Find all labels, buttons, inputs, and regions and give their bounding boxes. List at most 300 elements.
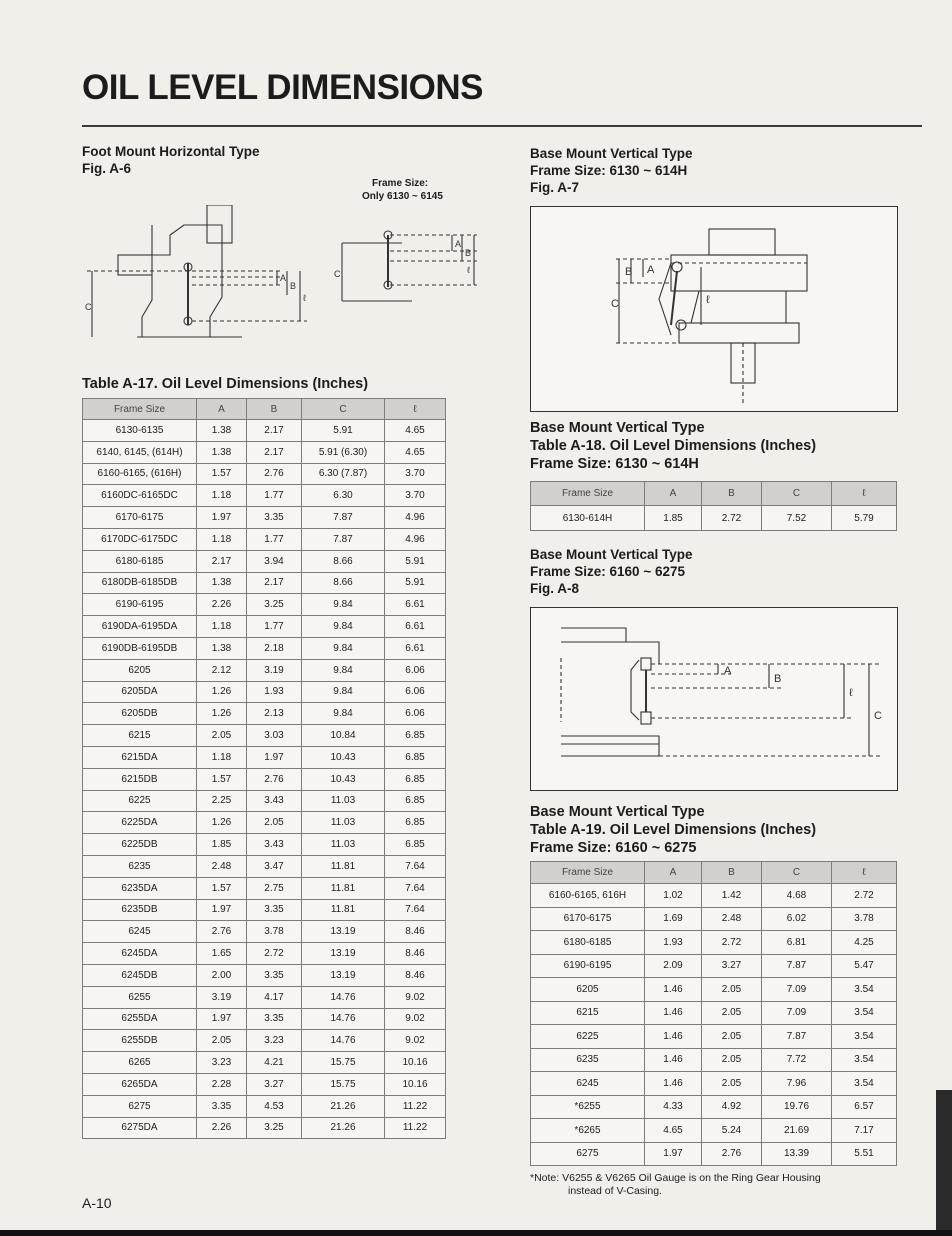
cell-b: 1.97 bbox=[247, 746, 302, 768]
col-l: ℓ bbox=[385, 399, 446, 420]
fig-a8-c-label: C bbox=[874, 710, 882, 722]
fig-a6-small-c-label: C bbox=[334, 269, 341, 279]
cell-l: 5.51 bbox=[832, 1142, 897, 1166]
cell-c: 13.39 bbox=[762, 1142, 832, 1166]
cell-l: 3.54 bbox=[832, 978, 897, 1002]
cell-l: 6.85 bbox=[385, 812, 446, 834]
table-row bbox=[531, 931, 897, 955]
cell-a: 1.46 bbox=[645, 1048, 702, 1072]
col-c: C bbox=[302, 399, 385, 420]
page-edge-shadow bbox=[936, 1090, 952, 1236]
table-row bbox=[83, 1008, 446, 1030]
table-row bbox=[83, 616, 446, 638]
cell-a: 1.97 bbox=[645, 1142, 702, 1166]
cell-a: 1.69 bbox=[645, 907, 702, 931]
table-row bbox=[83, 812, 446, 834]
cell-l: 8.46 bbox=[385, 964, 446, 986]
cell-b: 4.17 bbox=[247, 986, 302, 1008]
cell-l: 4.65 bbox=[385, 441, 446, 463]
cell-frame-size: 6180-6185 bbox=[83, 550, 197, 572]
cell-b: 3.43 bbox=[247, 834, 302, 856]
cell-b: 3.35 bbox=[247, 964, 302, 986]
cell-frame-size: 6235DA bbox=[83, 877, 197, 899]
fig-a6-small-a-label: A bbox=[455, 239, 462, 249]
table-row bbox=[83, 1052, 446, 1074]
table-row bbox=[83, 964, 446, 986]
cell-a: 4.33 bbox=[645, 1095, 702, 1119]
cell-c: 9.84 bbox=[302, 659, 385, 681]
cell-b: 2.48 bbox=[702, 907, 762, 931]
cell-b: 2.76 bbox=[702, 1142, 762, 1166]
cell-c: 7.87 bbox=[762, 1025, 832, 1049]
table-row bbox=[83, 681, 446, 703]
cell-b: 3.25 bbox=[247, 594, 302, 616]
table-row bbox=[83, 550, 446, 572]
cell-frame-size: 6205DA bbox=[83, 681, 197, 703]
cell-c: 11.03 bbox=[302, 812, 385, 834]
cell-frame-size: 6235 bbox=[531, 1048, 645, 1072]
fig-a7-drawing bbox=[530, 206, 898, 412]
cell-a: 1.38 bbox=[197, 441, 247, 463]
cell-b: 2.72 bbox=[702, 931, 762, 955]
cell-a: 1.18 bbox=[197, 485, 247, 507]
table-row bbox=[83, 1117, 446, 1139]
cell-b: 1.77 bbox=[247, 485, 302, 507]
table-row bbox=[83, 659, 446, 681]
cell-b: 4.92 bbox=[702, 1095, 762, 1119]
cell-c: 9.84 bbox=[302, 637, 385, 659]
cell-l: 10.16 bbox=[385, 1052, 446, 1074]
cell-frame-size: 6235DB bbox=[83, 899, 197, 921]
cell-l: 4.25 bbox=[832, 931, 897, 955]
cell-frame-size: 6190-6195 bbox=[531, 954, 645, 978]
table-row bbox=[83, 485, 446, 507]
cell-l: 7.64 bbox=[385, 855, 446, 877]
cell-a: 1.85 bbox=[197, 834, 247, 856]
cell-l: 6.85 bbox=[385, 768, 446, 790]
cell-frame-size: 6130-614H bbox=[531, 506, 645, 531]
fig-a6-a-label: A bbox=[280, 273, 287, 283]
cell-a: 1.46 bbox=[645, 1001, 702, 1025]
table-row bbox=[83, 1095, 446, 1117]
cell-c: 10.84 bbox=[302, 725, 385, 747]
cell-l: 6.85 bbox=[385, 834, 446, 856]
cell-l: 5.91 bbox=[385, 550, 446, 572]
table-a17-title: Table A-17. Oil Level Dimensions (Inches) bbox=[82, 376, 369, 392]
cell-a: 1.57 bbox=[197, 463, 247, 485]
cell-frame-size: 6130-6135 bbox=[83, 420, 197, 442]
cell-frame-size: 6205 bbox=[531, 978, 645, 1002]
cell-b: 3.47 bbox=[247, 855, 302, 877]
cell-l: 3.78 bbox=[832, 907, 897, 931]
cell-frame-size: 6245DA bbox=[83, 943, 197, 965]
cell-b: 1.42 bbox=[702, 884, 762, 908]
table-a19-type: Base Mount Vertical Type bbox=[530, 804, 705, 820]
cell-c: 13.19 bbox=[302, 943, 385, 965]
cell-b: 3.43 bbox=[247, 790, 302, 812]
fig-a7-l-label: ℓ bbox=[706, 294, 710, 306]
fig-a8-frame: Frame Size: 6160 ~ 6275 bbox=[530, 564, 685, 579]
cell-l: 6.85 bbox=[385, 725, 446, 747]
cell-a: 1.18 bbox=[197, 616, 247, 638]
frame-size-range: Only 6130 ~ 6145 bbox=[362, 191, 443, 202]
table-a18-title: Table A-18. Oil Level Dimensions (Inches) bbox=[530, 438, 817, 454]
cell-c: 5.91 (6.30) bbox=[302, 441, 385, 463]
table-row bbox=[531, 978, 897, 1002]
col-frame-size: Frame Size bbox=[83, 399, 197, 420]
cell-a: 2.26 bbox=[197, 1117, 247, 1139]
table-row bbox=[83, 572, 446, 594]
col-frame-size: Frame Size bbox=[531, 482, 645, 506]
cell-l: 7.17 bbox=[832, 1119, 897, 1143]
cell-frame-size: 6190DA-6195DA bbox=[83, 616, 197, 638]
cell-frame-size: 6215DB bbox=[83, 768, 197, 790]
cell-b: 1.77 bbox=[247, 528, 302, 550]
table-row bbox=[83, 1030, 446, 1052]
cell-frame-size: 6180-6185 bbox=[531, 931, 645, 955]
cell-frame-size: 6265 bbox=[83, 1052, 197, 1074]
col-a: A bbox=[645, 482, 702, 506]
fig-a6-small-l-label: ℓ bbox=[467, 265, 470, 275]
cell-frame-size: 6170DC-6175DC bbox=[83, 528, 197, 550]
cell-c: 14.76 bbox=[302, 986, 385, 1008]
cell-l: 3.54 bbox=[832, 1072, 897, 1096]
cell-frame-size: 6225DB bbox=[83, 834, 197, 856]
table-row bbox=[83, 441, 446, 463]
cell-a: 1.46 bbox=[645, 1025, 702, 1049]
cell-b: 2.17 bbox=[247, 420, 302, 442]
table-row bbox=[83, 746, 446, 768]
table-row bbox=[531, 1025, 897, 1049]
table-row bbox=[83, 725, 446, 747]
cell-c: 15.75 bbox=[302, 1052, 385, 1074]
cell-l: 6.06 bbox=[385, 703, 446, 725]
cell-c: 7.96 bbox=[762, 1072, 832, 1096]
cell-a: 1.26 bbox=[197, 812, 247, 834]
cell-a: 2.09 bbox=[645, 954, 702, 978]
fig-a7-frame: Frame Size: 6130 ~ 614H bbox=[530, 163, 688, 178]
cell-b: 3.94 bbox=[247, 550, 302, 572]
cell-frame-size: 6170-6175 bbox=[531, 907, 645, 931]
table-row bbox=[83, 507, 446, 529]
cell-b: 2.05 bbox=[702, 1001, 762, 1025]
cell-l: 4.65 bbox=[385, 420, 446, 442]
cell-frame-size: 6160-6165, 616H bbox=[531, 884, 645, 908]
cell-c: 7.87 bbox=[302, 528, 385, 550]
cell-frame-size: 6255 bbox=[83, 986, 197, 1008]
cell-a: 2.48 bbox=[197, 855, 247, 877]
title-divider bbox=[82, 125, 922, 127]
fig-a6-l-label: ℓ bbox=[303, 293, 306, 303]
cell-b: 2.17 bbox=[247, 572, 302, 594]
table-a18-frame: Frame Size: 6130 ~ 614H bbox=[530, 456, 699, 472]
cell-a: 2.76 bbox=[197, 921, 247, 943]
cell-a: 1.38 bbox=[197, 420, 247, 442]
cell-c: 11.03 bbox=[302, 790, 385, 812]
fig-a8-b-label: B bbox=[774, 673, 782, 685]
cell-l: 4.96 bbox=[385, 507, 446, 529]
col-a: A bbox=[197, 399, 247, 420]
cell-l: 6.61 bbox=[385, 594, 446, 616]
table-row bbox=[83, 768, 446, 790]
table-a18 bbox=[530, 481, 897, 531]
cell-b: 4.21 bbox=[247, 1052, 302, 1074]
cell-frame-size: 6140, 6145, (614H) bbox=[83, 441, 197, 463]
cell-l: 9.02 bbox=[385, 1030, 446, 1052]
fig-a6-small-b-label: B bbox=[465, 248, 472, 258]
fig-a7-type: Base Mount Vertical Type bbox=[530, 146, 693, 161]
table-row bbox=[531, 506, 897, 531]
cell-c: 15.75 bbox=[302, 1073, 385, 1095]
cell-c: 6.81 bbox=[762, 931, 832, 955]
cell-l: 6.06 bbox=[385, 659, 446, 681]
cell-b: 4.53 bbox=[247, 1095, 302, 1117]
page-number: A-10 bbox=[82, 1195, 112, 1211]
fig-a6-c-label: C bbox=[85, 302, 92, 312]
cell-a: 1.57 bbox=[197, 877, 247, 899]
table-row bbox=[83, 790, 446, 812]
table-row bbox=[531, 954, 897, 978]
cell-l: 7.64 bbox=[385, 899, 446, 921]
cell-c: 7.87 bbox=[302, 507, 385, 529]
cell-c: 21.26 bbox=[302, 1095, 385, 1117]
cell-frame-size: 6245 bbox=[531, 1072, 645, 1096]
table-row bbox=[531, 1142, 897, 1166]
gauge-note-line2: instead of V-Casing. bbox=[568, 1185, 662, 1197]
table-row bbox=[531, 1001, 897, 1025]
cell-b: 3.35 bbox=[247, 899, 302, 921]
gauge-note-line1: *Note: V6255 & V6265 Oil Gauge is on the Ring Gear Housing bbox=[530, 1172, 821, 1184]
cell-c: 9.84 bbox=[302, 616, 385, 638]
cell-frame-size: *6265 bbox=[531, 1119, 645, 1143]
cell-b: 3.35 bbox=[247, 507, 302, 529]
cell-frame-size: *6255 bbox=[531, 1095, 645, 1119]
cell-b: 1.93 bbox=[247, 681, 302, 703]
cell-c: 6.30 (7.87) bbox=[302, 463, 385, 485]
cell-l: 9.02 bbox=[385, 1008, 446, 1030]
cell-l: 11.22 bbox=[385, 1117, 446, 1139]
cell-frame-size: 6225 bbox=[531, 1025, 645, 1049]
table-row bbox=[83, 899, 446, 921]
cell-a: 2.28 bbox=[197, 1073, 247, 1095]
cell-a: 2.00 bbox=[197, 964, 247, 986]
cell-b: 3.19 bbox=[247, 659, 302, 681]
cell-a: 1.18 bbox=[197, 528, 247, 550]
col-b: B bbox=[702, 862, 762, 884]
cell-l: 8.46 bbox=[385, 921, 446, 943]
cell-b: 2.18 bbox=[247, 637, 302, 659]
cell-c: 13.19 bbox=[302, 964, 385, 986]
table-row bbox=[83, 986, 446, 1008]
col-b: B bbox=[702, 482, 762, 506]
cell-l: 3.70 bbox=[385, 485, 446, 507]
cell-c: 11.03 bbox=[302, 834, 385, 856]
cell-b: 5.24 bbox=[702, 1119, 762, 1143]
cell-a: 2.26 bbox=[197, 594, 247, 616]
cell-c: 11.81 bbox=[302, 877, 385, 899]
col-a: A bbox=[645, 862, 702, 884]
cell-frame-size: 6275 bbox=[83, 1095, 197, 1117]
fig-a6-type: Foot Mount Horizontal Type bbox=[82, 144, 260, 159]
cell-frame-size: 6205 bbox=[83, 659, 197, 681]
cell-b: 2.05 bbox=[702, 1048, 762, 1072]
table-row bbox=[531, 907, 897, 931]
cell-c: 8.66 bbox=[302, 550, 385, 572]
cell-l: 3.70 bbox=[385, 463, 446, 485]
gauge-note bbox=[530, 1172, 896, 1198]
cell-a: 2.12 bbox=[197, 659, 247, 681]
table-a19-frame: Frame Size: 6160 ~ 6275 bbox=[530, 840, 697, 856]
cell-a: 1.97 bbox=[197, 899, 247, 921]
cell-c: 10.43 bbox=[302, 768, 385, 790]
cell-b: 2.72 bbox=[702, 506, 762, 531]
cell-b: 3.27 bbox=[247, 1073, 302, 1095]
table-row bbox=[83, 594, 446, 616]
cell-b: 2.17 bbox=[247, 441, 302, 463]
table-row bbox=[83, 528, 446, 550]
table-row bbox=[531, 884, 897, 908]
cell-c: 10.43 bbox=[302, 746, 385, 768]
cell-a: 2.05 bbox=[197, 725, 247, 747]
cell-c: 7.09 bbox=[762, 1001, 832, 1025]
cell-l: 6.85 bbox=[385, 790, 446, 812]
cell-a: 1.93 bbox=[645, 931, 702, 955]
cell-c: 21.69 bbox=[762, 1119, 832, 1143]
cell-l: 5.91 bbox=[385, 572, 446, 594]
cell-frame-size: 6190DB-6195DB bbox=[83, 637, 197, 659]
cell-b: 2.72 bbox=[247, 943, 302, 965]
fig-a7-a-label: A bbox=[647, 264, 655, 276]
col-c: C bbox=[762, 482, 832, 506]
cell-b: 2.05 bbox=[702, 1025, 762, 1049]
cell-l: 5.79 bbox=[832, 506, 897, 531]
cell-l: 6.57 bbox=[832, 1095, 897, 1119]
table-row bbox=[531, 1048, 897, 1072]
cell-a: 1.38 bbox=[197, 572, 247, 594]
table-row bbox=[83, 463, 446, 485]
cell-a: 2.05 bbox=[197, 1030, 247, 1052]
table-row bbox=[83, 834, 446, 856]
table-a18-type: Base Mount Vertical Type bbox=[530, 420, 705, 436]
fig-a7-c-label: C bbox=[611, 298, 619, 310]
page-title: OIL LEVEL DIMENSIONS bbox=[82, 68, 483, 107]
cell-a: 1.46 bbox=[645, 1072, 702, 1096]
table-row bbox=[83, 855, 446, 877]
cell-c: 8.66 bbox=[302, 572, 385, 594]
table-row bbox=[83, 943, 446, 965]
cell-frame-size: 6225 bbox=[83, 790, 197, 812]
cell-b: 2.13 bbox=[247, 703, 302, 725]
cell-c: 6.02 bbox=[762, 907, 832, 931]
table-row bbox=[83, 921, 446, 943]
cell-a: 1.65 bbox=[197, 943, 247, 965]
table-row bbox=[83, 703, 446, 725]
cell-c: 6.30 bbox=[302, 485, 385, 507]
cell-frame-size: 6180DB-6185DB bbox=[83, 572, 197, 594]
cell-c: 11.81 bbox=[302, 899, 385, 921]
cell-l: 6.06 bbox=[385, 681, 446, 703]
cell-frame-size: 6225DA bbox=[83, 812, 197, 834]
table-row bbox=[83, 877, 446, 899]
table-row bbox=[83, 1073, 446, 1095]
cell-frame-size: 6170-6175 bbox=[83, 507, 197, 529]
cell-b: 1.77 bbox=[247, 616, 302, 638]
table-row bbox=[83, 637, 446, 659]
cell-frame-size: 6255DB bbox=[83, 1030, 197, 1052]
cell-c: 14.76 bbox=[302, 1008, 385, 1030]
fig-a8-l-label: ℓ bbox=[849, 687, 853, 699]
cell-a: 1.18 bbox=[197, 746, 247, 768]
frame-size-label: Frame Size: bbox=[372, 178, 429, 189]
cell-c: 21.26 bbox=[302, 1117, 385, 1139]
fig-a8-heading bbox=[530, 546, 693, 597]
cell-c: 19.76 bbox=[762, 1095, 832, 1119]
cell-a: 1.02 bbox=[645, 884, 702, 908]
col-frame-size: Frame Size bbox=[531, 862, 645, 884]
col-l: ℓ bbox=[832, 862, 897, 884]
fig-a7-heading bbox=[530, 145, 693, 196]
cell-l: 4.96 bbox=[385, 528, 446, 550]
cell-frame-size: 6160DC-6165DC bbox=[83, 485, 197, 507]
cell-l: 6.61 bbox=[385, 637, 446, 659]
fig-a7-label: Fig. A-7 bbox=[530, 180, 579, 195]
cell-c: 9.84 bbox=[302, 681, 385, 703]
page-bottom-edge bbox=[0, 1230, 952, 1236]
cell-b: 2.05 bbox=[702, 978, 762, 1002]
cell-c: 7.52 bbox=[762, 506, 832, 531]
cell-c: 7.09 bbox=[762, 978, 832, 1002]
cell-frame-size: 6215 bbox=[83, 725, 197, 747]
cell-l: 3.54 bbox=[832, 1048, 897, 1072]
cell-a: 1.85 bbox=[645, 506, 702, 531]
table-a17 bbox=[82, 398, 446, 1139]
table-a19-heading bbox=[530, 803, 816, 857]
cell-a: 1.97 bbox=[197, 1008, 247, 1030]
cell-a: 1.26 bbox=[197, 703, 247, 725]
cell-a: 3.23 bbox=[197, 1052, 247, 1074]
cell-a: 1.97 bbox=[197, 507, 247, 529]
cell-b: 2.05 bbox=[247, 812, 302, 834]
fig-a6-drawing bbox=[82, 205, 482, 355]
fig-a6-label: Fig. A-6 bbox=[82, 161, 131, 176]
cell-b: 3.27 bbox=[702, 954, 762, 978]
cell-l: 3.54 bbox=[832, 1001, 897, 1025]
cell-a: 1.46 bbox=[645, 978, 702, 1002]
cell-c: 5.91 bbox=[302, 420, 385, 442]
cell-l: 6.61 bbox=[385, 616, 446, 638]
cell-l: 10.16 bbox=[385, 1073, 446, 1095]
cell-frame-size: 6215 bbox=[531, 1001, 645, 1025]
cell-l: 5.47 bbox=[832, 954, 897, 978]
cell-frame-size: 6245 bbox=[83, 921, 197, 943]
cell-c: 9.84 bbox=[302, 703, 385, 725]
cell-l: 3.54 bbox=[832, 1025, 897, 1049]
fig-a8-a-label: A bbox=[724, 665, 732, 677]
cell-c: 14.76 bbox=[302, 1030, 385, 1052]
cell-a: 3.19 bbox=[197, 986, 247, 1008]
cell-l: 2.72 bbox=[832, 884, 897, 908]
col-l: ℓ bbox=[832, 482, 897, 506]
cell-l: 8.46 bbox=[385, 943, 446, 965]
cell-frame-size: 6190-6195 bbox=[83, 594, 197, 616]
cell-b: 3.35 bbox=[247, 1008, 302, 1030]
cell-b: 3.25 bbox=[247, 1117, 302, 1139]
cell-frame-size: 6255DA bbox=[83, 1008, 197, 1030]
fig-a8-label: Fig. A-8 bbox=[530, 581, 579, 596]
cell-a: 4.65 bbox=[645, 1119, 702, 1143]
cell-l: 11.22 bbox=[385, 1095, 446, 1117]
cell-frame-size: 6205DB bbox=[83, 703, 197, 725]
